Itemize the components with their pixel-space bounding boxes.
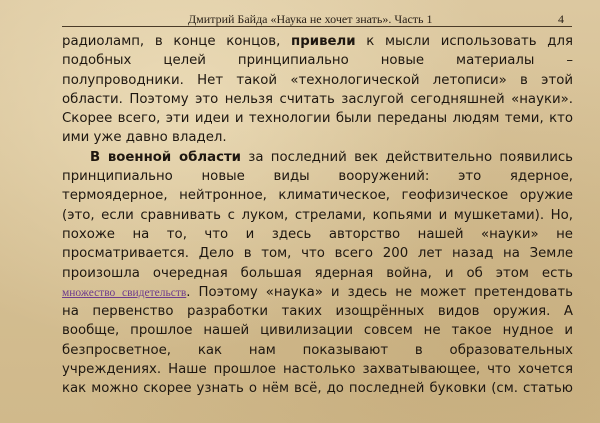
page-header [62,6,572,27]
text-line: принципиально новые виды вооружений: это ядерное, [62,169,573,185]
text-line: похоже на то, что и здесь авторство нашей «науки» не [62,226,573,242]
text-line: В военной области за последний век действительно появились [90,149,573,165]
text-line: ими уже давно владел. [62,130,227,146]
text-line: множество свидетельств. Поэтому «наука» и здесь не может претендовать [62,284,573,300]
paragraph-radio-tubes [62,32,573,148]
body-text [62,32,573,399]
text-line: на первенство разработки таких изощрённых видов оружия. А [62,304,573,320]
paragraph-military [62,148,573,399]
text-line: подобных целей принципиально новые материалы – [62,53,573,69]
emphasis-text: привели [291,34,356,49]
text-line: безпросветное, как нам показывают в образовательных [62,342,573,358]
evidence-link[interactable]: множество свидетельств [62,286,187,299]
text-line: области. Поэтому это нельзя считать заслугой сегодняшней «науки». [62,91,573,107]
text-line: просматривается. Дело в том, что всего 200 лет назад на Земле [62,246,573,262]
text-line: Скорее всего, эти идеи и технологии были переданы людям теми, кто [62,111,573,127]
text-line: как можно скорее узнать о нём всё, до последней буковки (см. статью [62,381,573,397]
text-line: радиоламп, в конце концов, привели к мысли использовать для [62,34,573,49]
text-line: учреждениях. Наше прошлое настолько захватывающее, что хочется [62,362,573,378]
text-line: произошла очередная большая ядерная война, и об этом есть [62,265,573,281]
text-line: вообще, прошлое нашей цивилизации совсем не такое нудное и [62,323,573,339]
text-line: термоядерное, нейтронное, климатическое, геофизическое оружие [62,188,573,204]
emphasis-text: В военной области [90,149,241,165]
text-line: (это, если сравнивать с луком, стрелами, копьями и мушкетами). Но, [62,207,573,223]
text-line: полупроводники. Нет такой «технологической летописи» в этой [62,72,573,88]
header-title: Дмитрий Байда «Наука не хочет знать». Часть 1 [188,12,433,26]
page-number: 4 [558,12,564,26]
